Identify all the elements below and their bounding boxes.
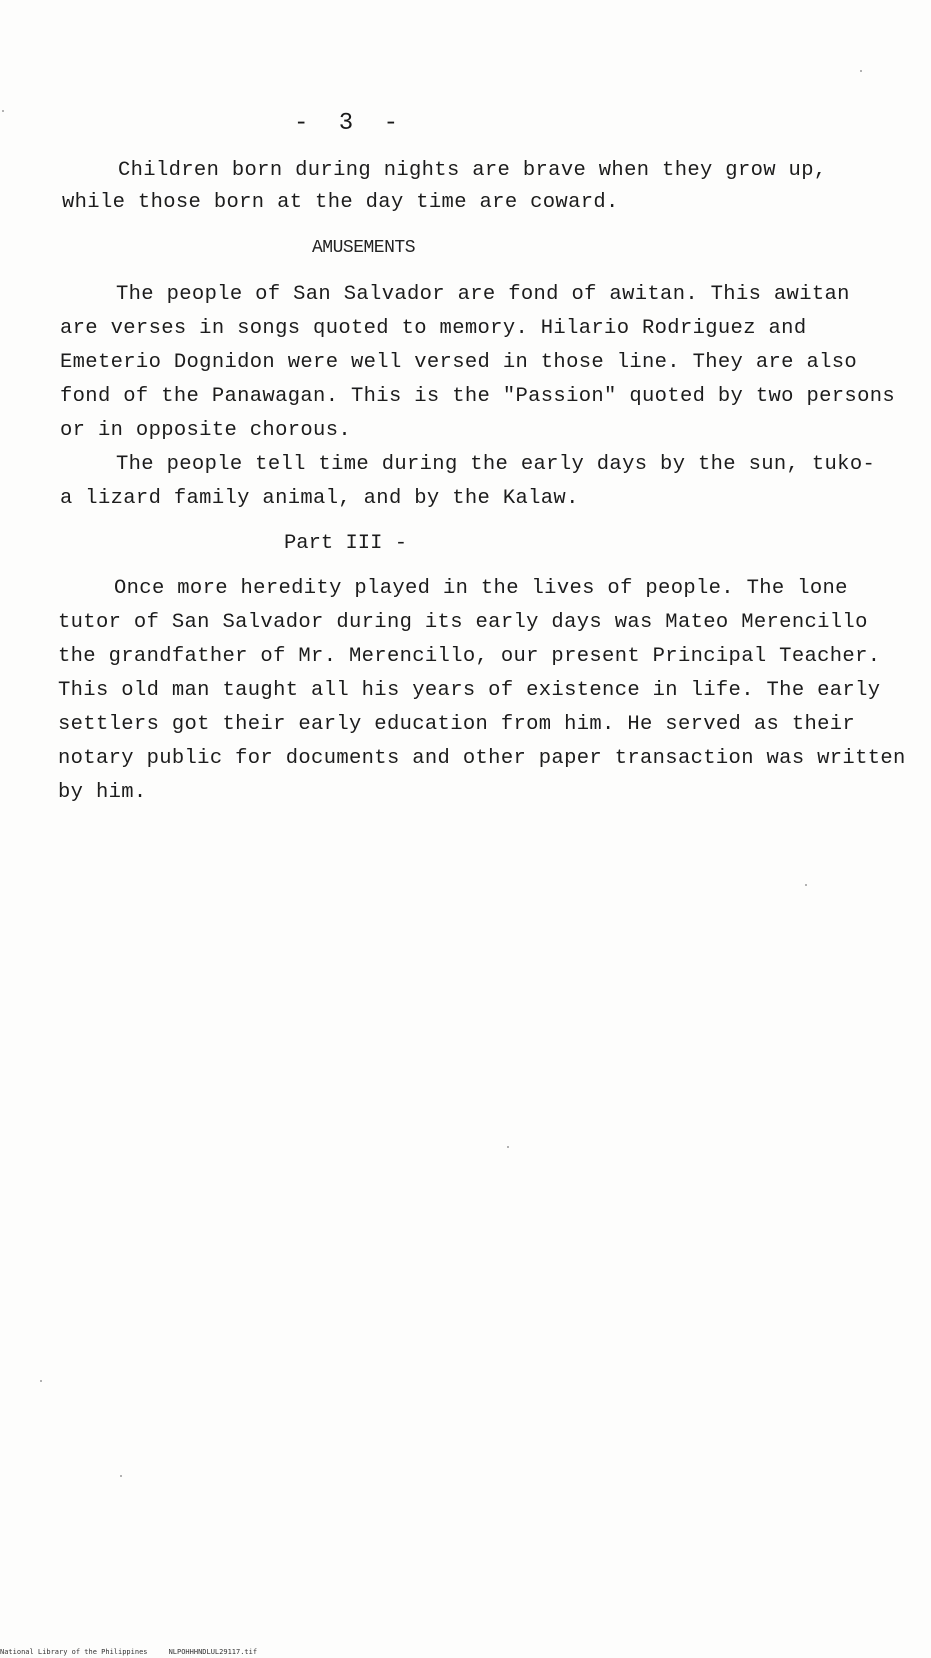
text-line: by him. — [58, 781, 147, 804]
text-line: The people tell time during the early days by the sun, tuko- — [116, 453, 876, 476]
text-line: the grandfather of Mr. Merencillo, our present Principal Teacher. — [58, 645, 881, 668]
scan-speck — [860, 70, 862, 72]
text-line: This old man taught all his years of existence in life. The early — [58, 679, 881, 702]
text-line: Children born during nights are brave when they grow up, — [118, 159, 827, 182]
text-line: fond of the Panawagan. This is the "Passion" quoted by two persons — [60, 385, 896, 408]
text-line: tutor of San Salvador during its early days was Mateo Merencillo — [58, 611, 868, 634]
scan-speck — [40, 1380, 42, 1382]
text-line: Emeterio Dognidon were well versed in those line. They are also — [60, 351, 858, 374]
text-line: settlers got their early education from him. He served as their — [58, 713, 856, 736]
page-number: - 3 - — [293, 110, 406, 137]
scan-speck — [2, 110, 4, 112]
text-line: The people of San Salvador are fond of awitan. This awitan — [116, 283, 850, 306]
text-line: while those born at the day time are coward. — [62, 191, 619, 214]
text-line: a lizard family animal, and by the Kalaw. — [60, 487, 579, 510]
scan-speck — [805, 884, 807, 886]
footer-caption: National Library of the Philippines NLPOHHHNDLUL29117.tif — [0, 1648, 258, 1656]
text-line: notary public for documents and other paper transaction was written — [58, 747, 906, 770]
text-line: are verses in songs quoted to memory. Hilario Rodriguez and — [60, 317, 807, 340]
section-heading-part-iii: Part III - — [284, 532, 408, 555]
scan-speck — [507, 1146, 509, 1148]
text-line: or in opposite chorous. — [60, 419, 351, 442]
scan-speck — [120, 1475, 122, 1477]
section-heading-amusements: AMUSEMENTS — [312, 238, 416, 258]
text-line: Once more heredity played in the lives of people. The lone — [114, 577, 848, 600]
